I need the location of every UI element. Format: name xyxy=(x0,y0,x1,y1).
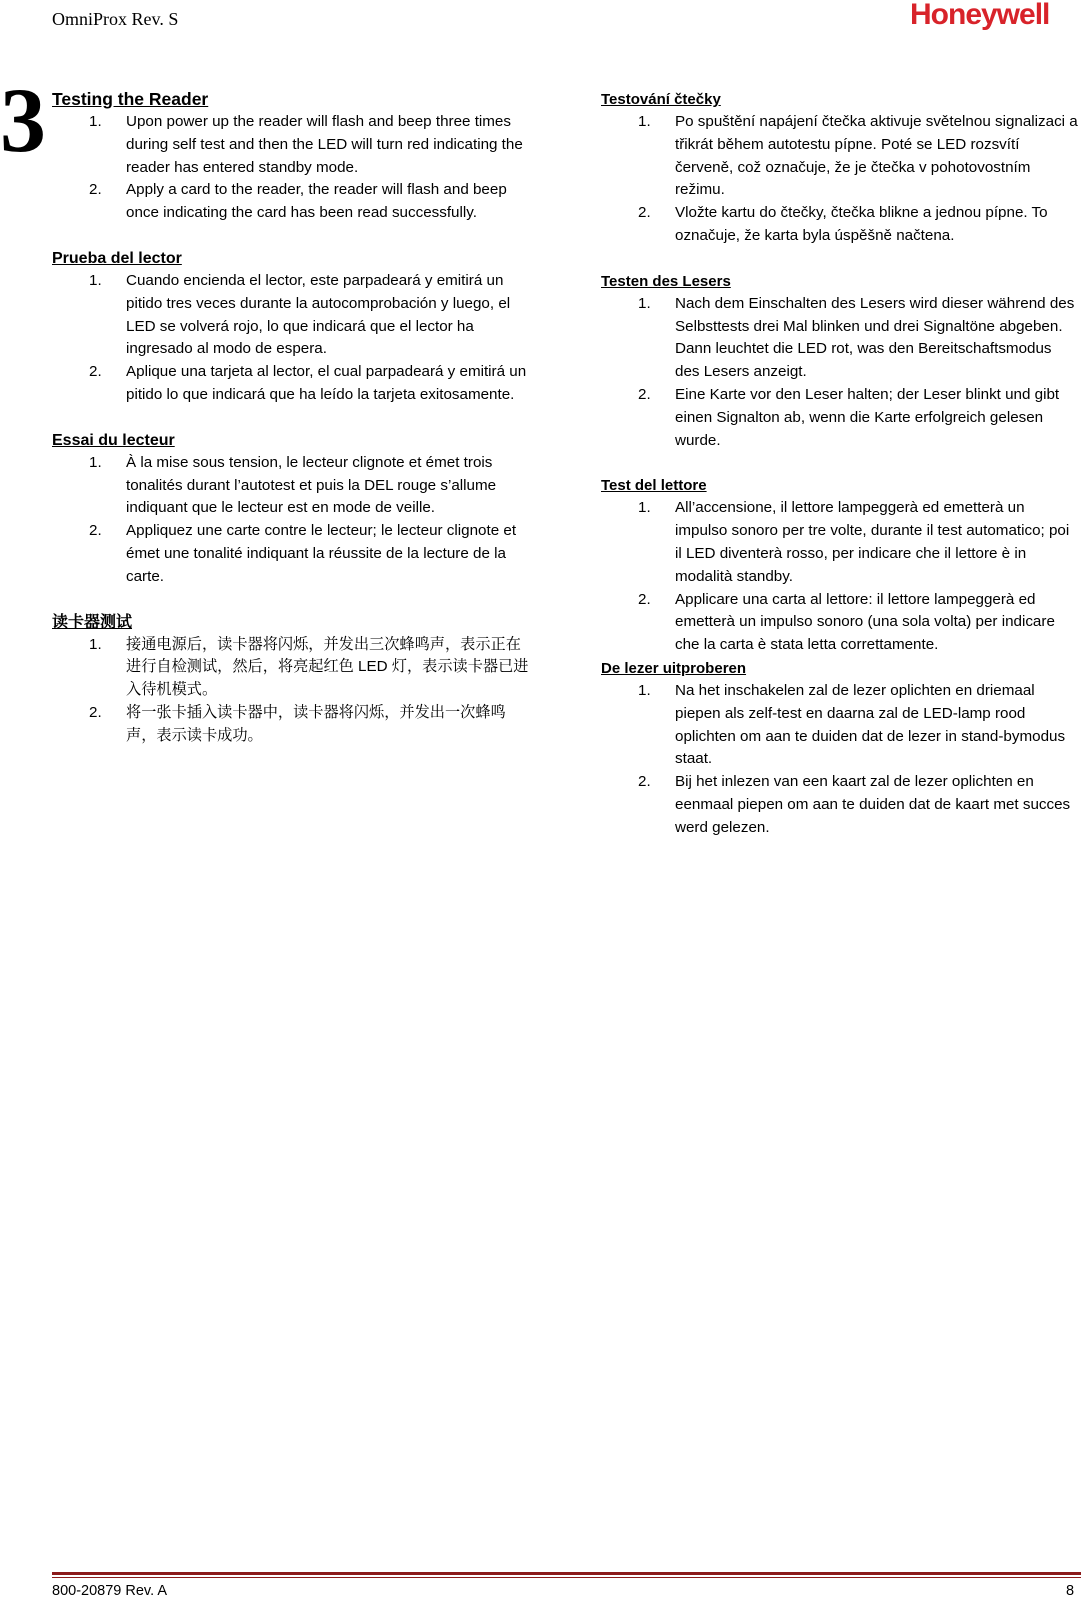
list-number: 1. xyxy=(638,113,651,130)
section-lezer-uitproberen-nl xyxy=(601,657,1078,840)
list-item xyxy=(52,361,532,407)
document-title: OmniProx Rev. S xyxy=(52,9,179,29)
chapter-number: 3 xyxy=(0,69,46,171)
list-text: Upon power up the reader will flash and beep three times during self test and then the LED will turn red indicating the reader has entered standby mode. xyxy=(126,113,523,176)
section-title: Essai du lecteur xyxy=(52,431,175,449)
list-number: 2. xyxy=(638,773,651,791)
section-test-lettore-it xyxy=(601,474,1078,657)
section-title: Testen des Lesers xyxy=(601,272,731,290)
list-number: 2. xyxy=(89,181,102,199)
list-number: 2. xyxy=(89,522,102,540)
list-text: Na het inschakelen zal de lezer oplichten en driemaal piepen als zelf-test en daarna zal de LED-lamp rood oplichten om aan te duiden dat de lezer in stand-bymodus staat. xyxy=(675,681,1066,768)
list-item xyxy=(52,452,532,520)
footer-page-number: 8 xyxy=(1066,1583,1075,1599)
list-text: Aplique una tarjeta al lector, el cual parpadeará y emitirá un pitido lo que indicará que ha leído la tarjeta exitosamente. xyxy=(126,363,527,403)
list-number: 1. xyxy=(89,635,102,653)
list-text: Po spuštění napájení čtečka aktivuje světelnou signalizaci a třikrát během autotestu pípne. Poté se LED rozsvítí červeně, což označuje, že je čtečka v pohotovostním režimu. xyxy=(675,113,1078,199)
list-text: À la mise sous tension, le lecteur clignote et émet trois tonalités durant l’autotest et puis la DEL rouge s’allume indiquant que le lecteur est en mode de veille. xyxy=(126,453,497,517)
list-item xyxy=(601,202,1078,248)
section-essai-lecteur-fr xyxy=(52,429,532,589)
list-number: 2. xyxy=(638,590,651,608)
footer-doc-number: 800-20879 Rev. A xyxy=(52,1583,168,1599)
list-number: 1. xyxy=(638,294,651,312)
section-title: Testování čtečky xyxy=(601,91,721,108)
left-column xyxy=(52,88,532,770)
section-testovani-ctecky-cs xyxy=(601,88,1078,248)
honeywell-logo: Honeywell xyxy=(910,0,1050,31)
section-title: Testing the Reader xyxy=(52,89,209,109)
list-item xyxy=(601,384,1078,452)
section-title: 读卡器测试 xyxy=(52,613,133,631)
list-text: Appliquez une carte contre le lecteur; le lecteur clignote et émet une tonalité indiquant la réussite de la lecture de la carte. xyxy=(126,522,517,585)
list-item xyxy=(52,634,532,702)
list-text: Eine Karte vor den Leser halten; der Leser blinkt und gibt einen Signalton ab, wenn die Karte erfolgreich gelesen wurde. xyxy=(675,385,1060,449)
list-number: 1. xyxy=(89,271,102,289)
list-number: 1. xyxy=(638,681,651,699)
section-title: Test del lettore xyxy=(601,477,707,495)
list-number: 2. xyxy=(638,385,651,403)
list-item xyxy=(601,293,1078,384)
list-item xyxy=(52,179,532,225)
list-item xyxy=(52,702,532,748)
list-text: All’accensione, il lettore lampeggerà ed emetterà un impulso sonoro per tre volte, durante il test automatico; poi il LED diventerà rosso, per indicare che il lettore è in modalità standby. xyxy=(675,499,1070,585)
list-text: Cuando encienda el lector, este parpadeará y emitirá un pitido tres veces durante la autocomprobación y luego, el LED se volverá rojo, lo que indicará que el lector ha ingresado al modo de espera. xyxy=(126,271,511,358)
list-text: 接通电源后，读卡器将闪烁，并发出三次蜂鸣声，表示正在进行自检测试，然后，将亮起红色 LED 灯，表示读卡器已进入待机模式。 xyxy=(126,635,529,699)
list-number: 2. xyxy=(89,363,102,381)
section-title: Prueba del lector xyxy=(52,249,182,267)
right-column xyxy=(601,88,1078,862)
list-item xyxy=(601,111,1078,202)
list-item xyxy=(52,270,532,361)
list-item xyxy=(601,680,1078,771)
section-title: De lezer uitproberen xyxy=(601,659,747,677)
list-item xyxy=(601,497,1078,588)
list-text: Apply a card to the reader, the reader will flash and beep once indicating the card has been read successfully. xyxy=(126,181,507,222)
list-item xyxy=(601,771,1078,839)
footer-divider-thin xyxy=(52,1577,1081,1578)
list-text: Nach dem Einschalten des Lesers wird dieser während des Selbsttests drei Mal blinken und drei Signaltöne abgeben. Dann leuchtet die LED rot, was den Bereitschaftsmodus des Lesers anzeigt. xyxy=(675,294,1075,381)
section-prueba-lector-es xyxy=(52,247,532,407)
list-text: 将一张卡插入读卡器中，读卡器将闪烁，并发出一次蜂鸣声，表示读卡成功。 xyxy=(126,703,506,744)
list-item xyxy=(52,520,532,588)
section-reader-test-zh xyxy=(52,611,532,748)
list-number: 2. xyxy=(89,703,102,721)
section-testing-reader-en xyxy=(52,88,532,225)
section-testen-lesers-de xyxy=(601,270,1078,453)
list-text: Applicare una carta al lettore: il lettore lampeggerà ed emetterà un impulso sonoro (una sola volta) per indicare che la carta è stata letta correttamente. xyxy=(675,590,1055,654)
list-item xyxy=(52,111,532,179)
list-number: 1. xyxy=(638,499,651,517)
list-number: 1. xyxy=(89,453,102,471)
list-text: Bij het inlezen van een kaart zal de lezer oplichten en eenmaal piepen om aan te duiden dat de kaart met succes werd gelezen. xyxy=(675,773,1071,836)
list-item xyxy=(601,589,1078,657)
list-number: 2. xyxy=(638,204,651,222)
list-number: 1. xyxy=(89,113,102,130)
footer-divider xyxy=(52,1572,1081,1575)
list-text: Vložte kartu do čtečky, čtečka blikne a jednou pípne. To označuje, že karta byla úspěšně načtena. xyxy=(675,204,1048,244)
